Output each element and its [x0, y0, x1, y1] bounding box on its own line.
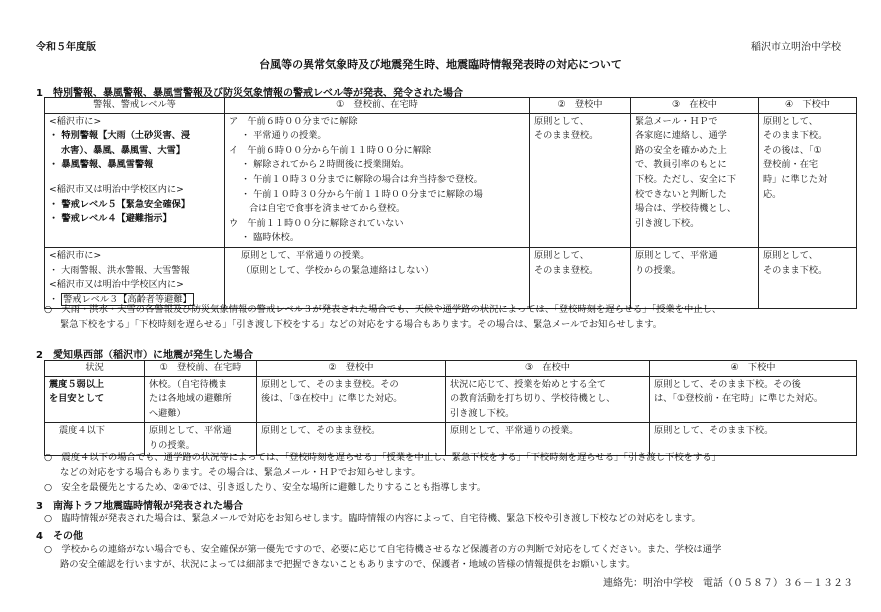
before-school-cell: 原則として、平常通 りの授業。: [145, 423, 257, 455]
section-3-heading: 3 南海トラフ地震臨時情報が発表された場合: [36, 501, 243, 512]
table-header-cell: ④ 下校中: [650, 361, 857, 377]
commuting-cell: 原則として、そのまま登校。: [257, 423, 446, 455]
before-school-cell: 休校。（自宅待機ま たは各地域の避難所 へ避難）: [145, 376, 257, 423]
condition-cell: 震度４以下: [45, 423, 145, 455]
section-1-note: 緊急下校をする」「下校時刻を遅らせる」「引き渡し下校をする」などの対応をする場合もあります。その場合は、緊急メールでお知らせします。: [60, 319, 663, 330]
table-header-row: [45, 361, 857, 377]
going-home-cell: 原則として、 そのまま下校。 その後は、「① 登校前・在宅 時」に準じた対 応。: [759, 113, 857, 247]
section-2-table: [44, 360, 857, 456]
section-1-heading: 1 特別警報、暴風警報、暴風雪警報及び防災気象情報の警戒レベル等が発表、発令された場合: [36, 88, 463, 99]
table-header-cell: ① 登校前、在宅時: [145, 361, 257, 377]
section-4-note: 路の安全確認を行いますが、状況によっては細部まで把握できないこともありますので、保護者・地域の皆様の情報提供をお願いします。: [60, 559, 636, 570]
evacuation-level-label: 警戒レベル３【高齢者等避難】: [63, 293, 192, 305]
table-header-cell: ③ 在校中: [631, 98, 759, 114]
section-2-note: などの対応をする場合もあります。その場合は、緊急メール・ＨＰでお知らせします。: [60, 467, 421, 478]
document-title: 台風等の異常気象時及び地震発生時、地震臨時情報発表時の対応について: [259, 58, 622, 71]
edition-label: 令和５年度版: [36, 42, 96, 53]
table-header-cell: ③ 在校中: [446, 361, 650, 377]
at-school-cell: 緊急メール・ＨＰで 各家庭に連絡し、通学 路の安全を確かめた上 で、教員引率のもとに 下校。ただし、安全に下 校できないと判断した 場合は、学校待機とし、 引き渡し下校。: [631, 113, 759, 247]
before-school-cell: ア 午前６時００分までに解除 ・ 平常通りの授業。 イ 午前６時００分から午前１１時００分に解除 ・ 解除されてから２時間後に授業開始。 ・ 午前１０時３０分までに解除の場合は弁当持参で登校。 ・ 午前１０時３０分から午前１１時００分までに解除の場 合は自宅で食事を済ませてから登校。 ウ 午前１１時００分に解除されていない ・ 臨時休校。: [225, 113, 530, 247]
section-2-heading: 2 愛知県西部（稲沢市）に地震が発生した場合: [36, 350, 253, 361]
before-school-cell: 原則として、平常通りの授業。 （原則として、学校からの緊急連絡はしない）: [225, 247, 530, 308]
table-header-cell: ① 登校前、在宅時: [225, 98, 530, 114]
table-header-cell: ② 登校中: [530, 98, 631, 114]
at-school-cell: 状況に応じて、授業を始めとする全て の教育活動を打ち切り、学校待機とし、 引き渡し下校。: [446, 376, 650, 423]
table-row: [45, 376, 857, 423]
table-header-row: [45, 98, 857, 114]
commuting-cell: 原則として、そのまま登校。その 後は、「③在校中」に準じた対応。: [257, 376, 446, 423]
at-school-cell: 原則として、平常通 りの授業。: [631, 247, 759, 308]
going-home-cell: 原則として、 そのまま下校。: [759, 247, 857, 308]
section-1-table: [44, 97, 857, 309]
commuting-cell: 原則として、 そのまま登校。: [530, 113, 631, 247]
contact-info: 連絡先：明治中学校 電話（０５８７）３６－１３２３: [603, 578, 853, 589]
table-header-cell: ④ 下校中: [759, 98, 857, 114]
section-3-note: ○ 臨時情報が発表された場合は、緊急メールで対応をお知らせします。臨時情報の内容によって、自宅待機、緊急下校や引き渡し下校などの対応をします。: [44, 513, 701, 524]
school-name: 稲沢市立明治中学校: [751, 42, 841, 53]
table-row: [45, 113, 857, 247]
section-1-note: ○ 大雨・洪水・大雪の各警報及び防災気象情報の警戒レベル３が発表された場合でも、天候や通学路の状況によっては、「登校時刻を遅らせる」「授業を中止し、: [44, 304, 722, 315]
condition-cell: 震度５弱以上 を目安として: [45, 376, 145, 423]
table-header-cell: ② 登校中: [257, 361, 446, 377]
warning-level-cell: <稲沢市に> ・ 大雨警報、洪水警報、大雪警報 <稲沢市又は明治中学校区内に> ・ 警戒レベル３【高齢者等避難】: [45, 247, 225, 308]
table-header-cell: 状況: [45, 361, 145, 377]
going-home-cell: 原則として、そのまま下校。その後 は、「①登校前・在宅時」に準じた対応。: [650, 376, 857, 423]
section-4-note: ○ 学校からの連絡がない場合でも、安全確保が第一優先ですので、必要に応じて自宅待機させるなど保護者の方の判断で対応をしてください。また、学校は通学: [44, 544, 722, 555]
section-2-note: ○ 震度４以下の場合でも、通学路の状況等によっては、「登校時刻を遅らせる」「授業を中止し、緊急下校をする」「下校時刻を遅らせる」「引き渡し下校をする」: [44, 452, 721, 463]
section-2-note: ○ 安全を最優先とするため、②④では、引き返したり、安全な場所に避難したりすることも指導します。: [44, 482, 487, 493]
warning-level-cell: <稲沢市に> ・ 特別警報【大雨（土砂災害、浸 水害）、暴風、暴風雪、大雪】 ・ 暴風警報、暴風雪警報 <稲沢市又は明治中学校区内に> ・ 警戒レベル５【緊急安全確保】 ・ 警戒レベル４【避難指示】: [45, 113, 225, 247]
at-school-cell: 原則として、平常通りの授業。: [446, 423, 650, 455]
commuting-cell: 原則として、 そのまま登校。: [530, 247, 631, 308]
section-4-heading: 4 その他: [36, 531, 83, 542]
table-row: [45, 247, 857, 308]
table-header-cell: 警報、警戒レベル等: [45, 98, 225, 114]
going-home-cell: 原則として、そのまま下校。: [650, 423, 857, 455]
